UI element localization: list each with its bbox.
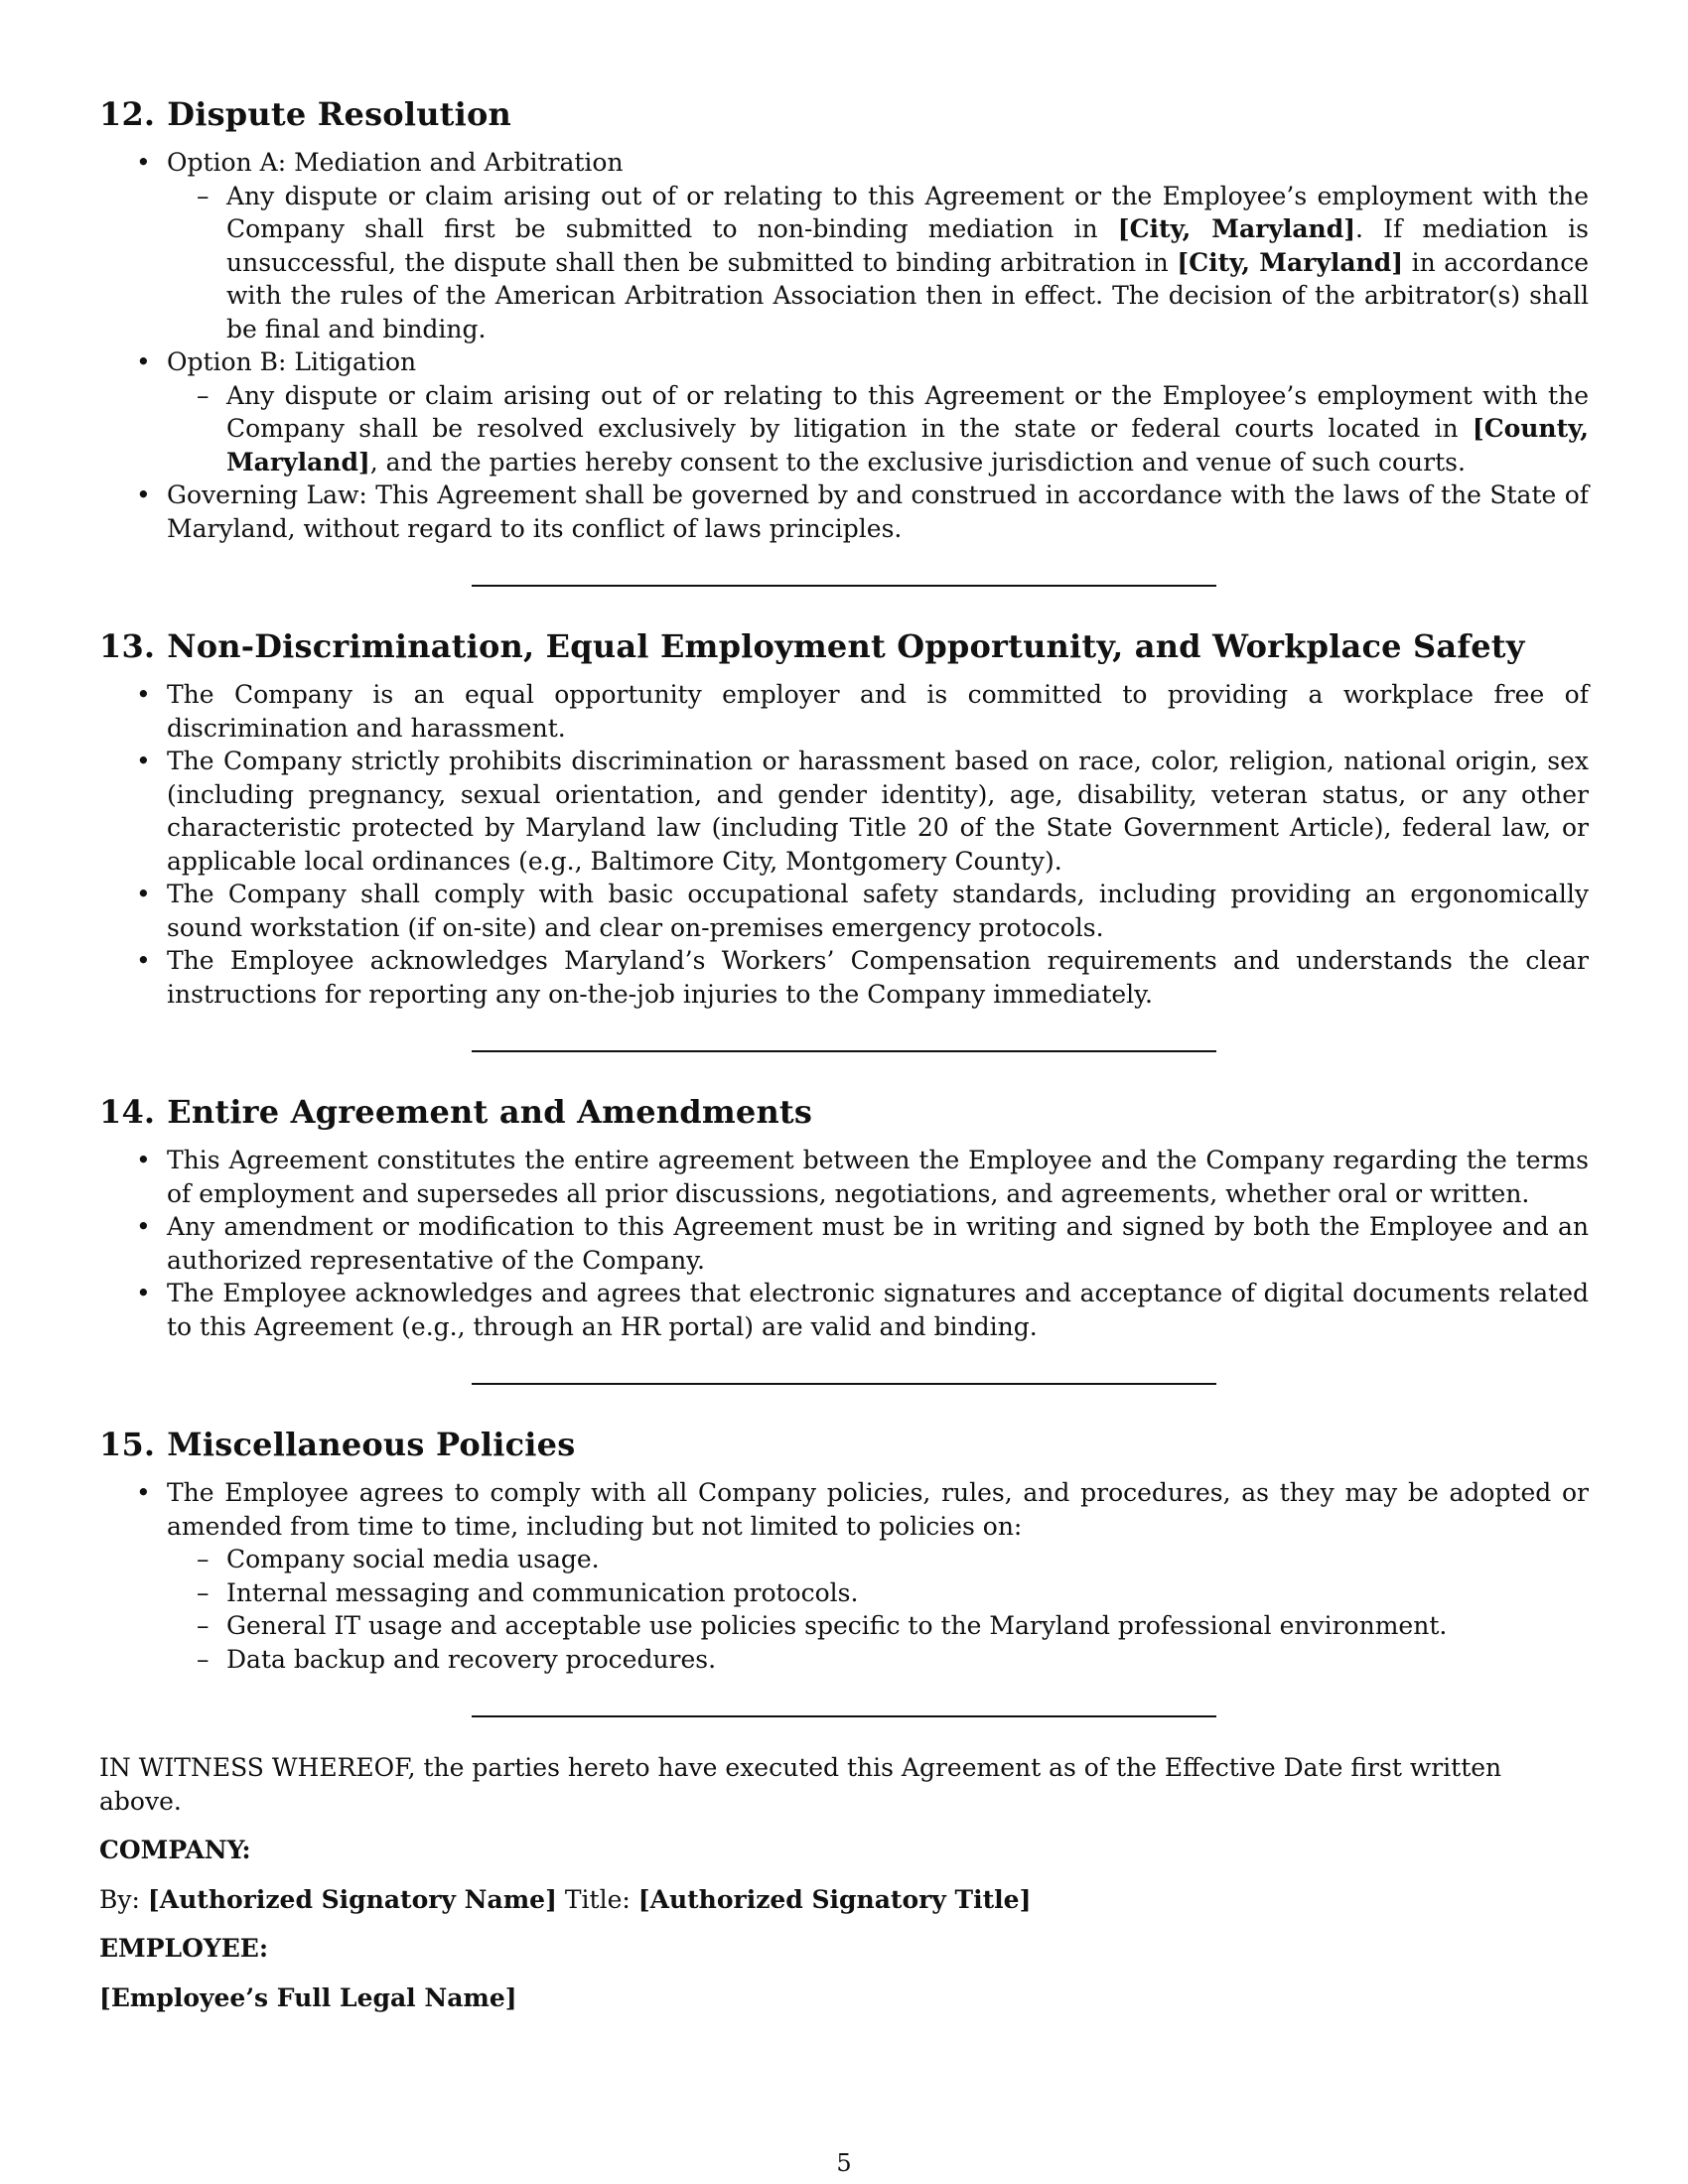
section-13-number: 13. (99, 627, 156, 665)
list-item: • The Company is an equal opportunity employer and is committed to providing a workplace free of discrimination and harassment. (99, 678, 1589, 745)
list-item (99, 345, 1589, 478)
section-12-heading (99, 94, 1589, 134)
by-prefix: By: (99, 1884, 148, 1914)
option-b-sublist (167, 379, 1589, 479)
witness-statement: IN WITNESS WHEREOF, the parties hereto have executed this Agreement as of the Effective Date first written above. (99, 1753, 1502, 1816)
list-item: – Company social media usage. (167, 1543, 1589, 1576)
section-15-title: Miscellaneous Policies (167, 1426, 576, 1463)
company-label-line (99, 1834, 1589, 1867)
mediation-city-placeholder: [City, Maryland] (1117, 214, 1356, 243)
employee-name-placeholder: [Employee’s Full Legal Name] (99, 1982, 517, 2012)
section-15 (99, 1425, 1589, 1676)
section-divider (472, 1715, 1216, 1717)
list-item: – Data backup and recovery procedures. (167, 1643, 1589, 1677)
section-13-list (99, 678, 1589, 1011)
section-13-heading (99, 626, 1589, 666)
list-item (167, 379, 1589, 479)
section-13-title: Non-Discrimination, Equal Employment Opportunity, and Workplace Safety (167, 627, 1525, 665)
section-15-heading (99, 1425, 1589, 1464)
section-12 (99, 94, 1589, 545)
list-item (99, 478, 1589, 545)
option-b-text-2: , and the parties hereby consent to the exclusive jurisdiction and venue of such courts. (369, 447, 1466, 477)
list-item (99, 1476, 1589, 1676)
section-13 (99, 626, 1589, 1011)
document-body (99, 94, 1589, 2014)
policies-sublist (167, 1543, 1589, 1676)
list-item (167, 180, 1589, 346)
title-prefix: Title: (556, 1884, 638, 1914)
option-a-text-3: in accordance with the rules of the American Arbitration Association then in effect. The decision of the arbitrator(s) shall be final and binding. (226, 247, 1589, 343)
policies-intro: The Employee agrees to comply with all Company policies, rules, and procedures, as they may be adopted or amended from time to time, including but not limited to policies on: (167, 1478, 1589, 1541)
list-item: • The Employee acknowledges Maryland’s Workers’ Compensation requirements and understands the clear instructions for reporting any on-the-job injuries to the Company immediately. (99, 944, 1589, 1011)
signatory-title-placeholder: [Authorized Signatory Title] (637, 1884, 1032, 1914)
company-label: COMPANY: (99, 1836, 251, 1864)
list-item: • This Agreement constitutes the entire agreement between the Employee and the Company regarding the terms of employment and supersedes all prior discussions, negotiations, and agreements, whether oral or written. (99, 1144, 1589, 1210)
list-item: • The Company shall comply with basic occupational safety standards, including providing an ergonomically sound workstation (if on-site) and clear on-premises emergency protocols. (99, 878, 1589, 944)
option-b-text-1: Any dispute or claim arising out of or relating to this Agreement or the Employee’s employment with the Company shall be resolved exclusively by litigation in the state or federal courts located in (226, 380, 1589, 443)
governing-law-text: Governing Law: This Agreement shall be governed by and construed in accordance with the laws of the State of Maryland, without regard to its conflict of laws principles. (167, 480, 1589, 543)
list-item: – General IT usage and acceptable use policies specific to the Maryland professional environment. (167, 1609, 1589, 1643)
list-item: • The Company strictly prohibits discrimination or harassment based on race, color, religion, national origin, sex (including pregnancy, sexual orientation, and gender identity), age, disability, veteran status, or any other characteristic protected by Maryland law (including Title 20 of the State Government Article), federal law, or applicable local ordinances (e.g., Baltimore City, Montgomery County). (99, 745, 1589, 878)
option-a-sublist (167, 180, 1589, 346)
section-divider (472, 585, 1216, 587)
list-item: • Any amendment or modification to this Agreement must be in writing and signed by both the Employee and an authorized representative of the Company. (99, 1210, 1589, 1277)
option-a-text-2: . If mediation is unsuccessful, the dispute shall then be submitted to binding arbitration in (226, 214, 1590, 277)
section-12-number: 12. (99, 95, 156, 133)
signatory-line (99, 1883, 1589, 1917)
list-item: • The Employee acknowledges and agrees that electronic signatures and acceptance of digital documents related to this Agreement (e.g., through an HR portal) are valid and binding. (99, 1277, 1589, 1343)
option-b-label: Option B: Litigation (167, 347, 417, 376)
section-14-title: Entire Agreement and Amendments (167, 1093, 813, 1131)
section-14-number: 14. (99, 1093, 156, 1131)
option-a-label: Option A: Mediation and Arbitration (167, 148, 624, 177)
section-15-number: 15. (99, 1426, 156, 1463)
section-divider (472, 1050, 1216, 1052)
section-14 (99, 1092, 1589, 1343)
section-12-list (99, 146, 1589, 545)
section-14-heading (99, 1092, 1589, 1132)
option-a-text-1: Any dispute or claim arising out of or relating to this Agreement or the Employee’s employment with the Company shall first be submitted to non-binding mediation in (226, 181, 1589, 243)
section-14-list (99, 1144, 1589, 1343)
employee-label: EMPLOYEE: (99, 1934, 269, 1963)
county-placeholder: [County, Maryland] (226, 414, 1589, 477)
list-item: – Internal messaging and communication protocols. (167, 1576, 1589, 1610)
page-number: 5 (836, 2149, 852, 2177)
signature-block (99, 1751, 1589, 2014)
employee-label-line (99, 1932, 1589, 1966)
signatory-name-placeholder: [Authorized Signatory Name] (147, 1884, 557, 1914)
section-15-list (99, 1476, 1589, 1676)
arbitration-city-placeholder: [City, Maryland] (1177, 247, 1404, 277)
section-12-title: Dispute Resolution (167, 95, 512, 133)
list-item (99, 146, 1589, 345)
employee-name-line (99, 1981, 1589, 2015)
section-divider (472, 1383, 1216, 1385)
